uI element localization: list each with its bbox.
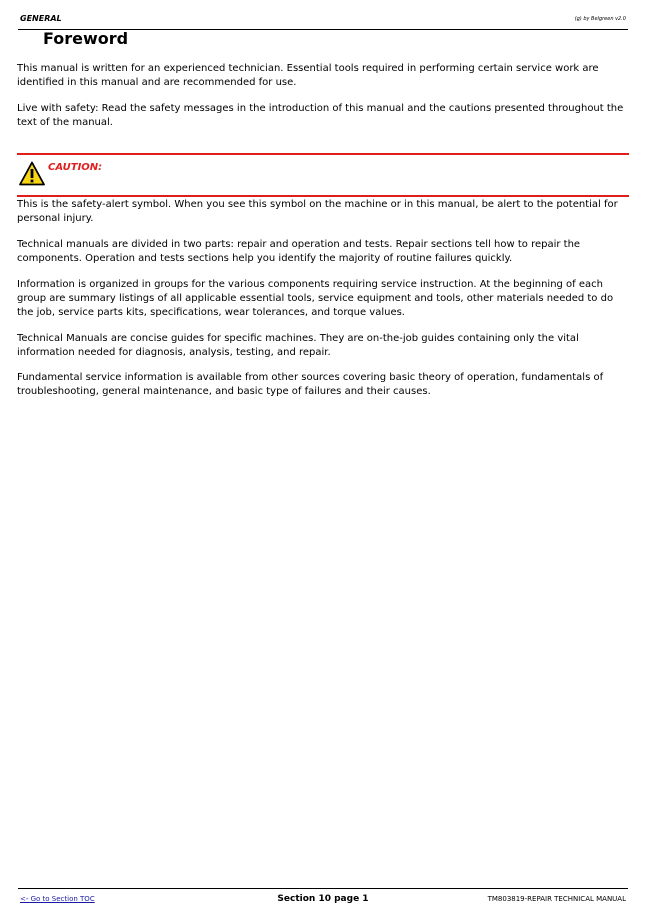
intro-paragraph: This manual is written for an experienced technician. Essential tools required in performing certain service work are identified in this manual and are recommended for use. [17, 63, 599, 88]
credit-text: (g) by Belgreen v2.0 [574, 16, 626, 22]
page-header [18, 13, 628, 30]
body-paragraph: Fundamental service information is available from other sources covering basic theory of operation, fundamentals of troubleshooting, general maintenance, and basic type of failures and their causes. [17, 372, 604, 397]
caution-box [17, 153, 629, 197]
intro-paragraph: Live with safety: Read the safety messages in the introduction of this manual and the cautions presented throughout the text of the manual. [17, 103, 624, 128]
body-paragraph: Technical manuals are divided in two parts: repair and operation and tests. Repair sections tell how to repair the components. Operation and tests sections help you identify the majority of routine failures quickly. [17, 239, 581, 264]
caution-label: CAUTION: [48, 162, 103, 173]
page-footer [18, 888, 628, 907]
manual-id: TM803819-REPAIR TECHNICAL MANUAL [487, 895, 626, 903]
body-paragraph: Information is organized in groups for the various components requiring service instruction. At the beginning of each group are summary listings of all applicable essential tools, service equipment and tools, other materials needed to do the job, service parts kits, specifications, wear tolerances, and torque values. [17, 279, 614, 318]
body-paragraph: This is the safety-alert symbol. When you see this symbol on the machine or in this manual, be alert to the potential for personal injury. [17, 199, 618, 224]
body-paragraph: Technical Manuals are concise guides for specific machines. They are on-the-job guides containing only the vital information needed for diagnosis, analysis, testing, and repair. [17, 333, 579, 358]
warning-triangle-icon [19, 161, 45, 186]
section-toc-link[interactable]: <- Go to Section TOC [20, 895, 95, 903]
section-name: GENERAL [20, 14, 62, 23]
page-number: Section 10 page 1 [277, 894, 369, 904]
page-title: Foreword [43, 29, 129, 48]
